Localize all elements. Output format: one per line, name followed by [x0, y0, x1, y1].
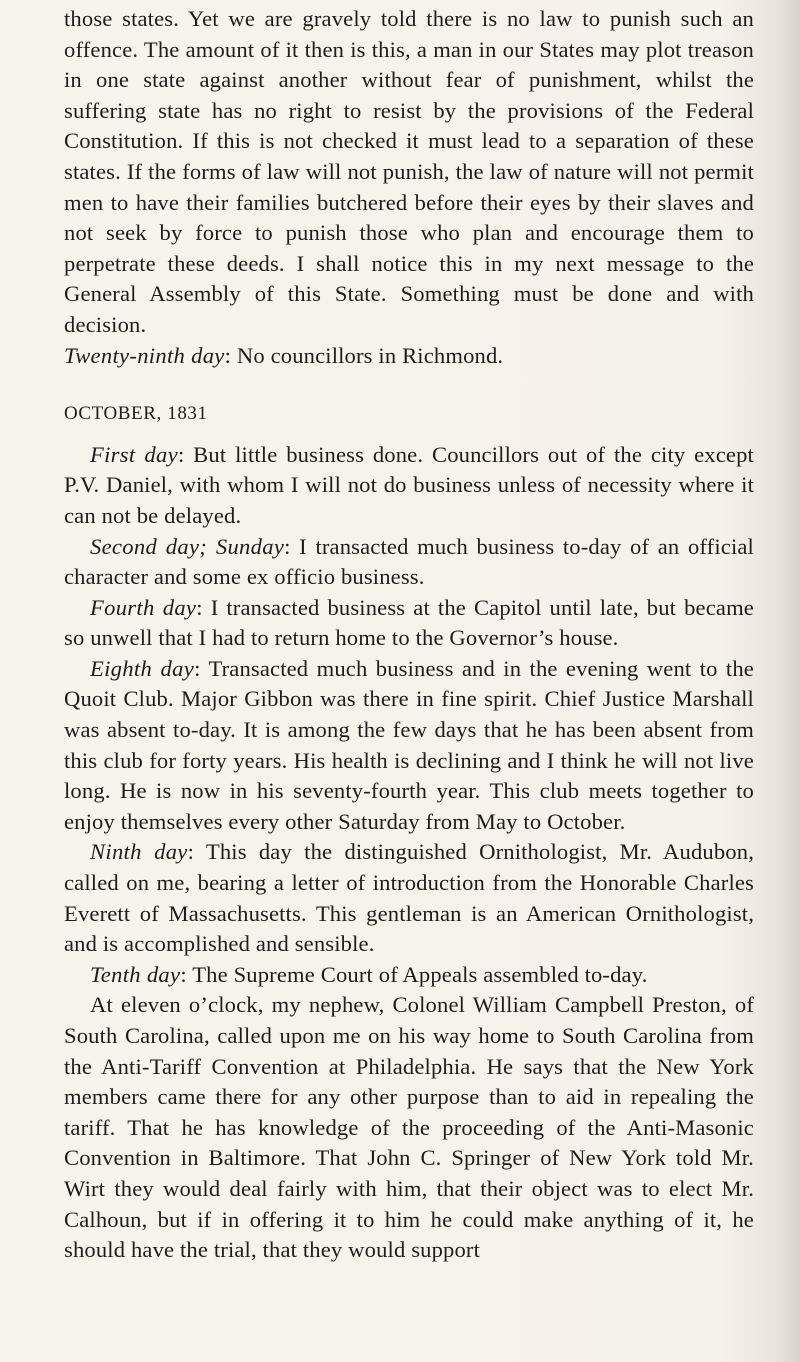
entry-text: : I transacted much business to-day of an official character and some ex officio business. [64, 533, 754, 590]
entry-date-label: Fourth day [90, 594, 197, 620]
opening-paragraph: those states. Yet we are gravely told there is no law to punish such an offence. The amount of it then is this, a man in our States may plot treason in one state against another without fear of punishment, whilst the suffering state has no right to resist by the provisions of the Federal Constitution. If this is not checked it must lead to a separation of these states. If the forms of law will not punish, the law of nature will not permit men to have their families butchered before their eyes by their slaves and not seek by force to punish those who plan and encourage them to perpetrate these deeds. I shall notice this in my next message to the General Assembly of this State. Something must be done and with decision. [64, 6, 754, 337]
entry-text: : The Supreme Court of Appeals assembled to-day. [180, 961, 648, 987]
entry-text: : No councillors in Richmond. [224, 342, 504, 368]
diary-entry-eighth-day [64, 654, 754, 838]
entry-text: : This day the distinguished Ornithologist, Mr. Audubon, called on me, bearing a letter of introduction from the Honorable Charles Everett of Massachusetts. This gentleman is an American Ornithologist, and is accomplished and sensible. [64, 839, 754, 957]
entry-date-label: Second day; Sunday [90, 533, 285, 559]
entry-text: : I transacted business at the Capitol until late, but became so unwell that I had to return home to the Governor’s house. [64, 594, 754, 651]
diary-entry-ninth-day [64, 837, 754, 959]
diary-entry-twenty-ninth-day [64, 341, 754, 372]
entry-text: : But little business done. Councillors out of the city except P.V. Daniel, with whom I will not do business unless of necessity where it can not be delayed. [64, 441, 754, 528]
entry-date-label: Tenth day [90, 961, 181, 987]
diary-entry-tenth-day [64, 960, 754, 991]
closing-paragraph: At eleven o’clock, my nephew, Colonel William Campbell Preston, of South Carolina, called upon me on his way home to South Carolina from the Anti-Tariff Convention at Philadelphia. He says that the New York members came there for any other purpose than to aid in repealing the tariff. That he has knowledge of the proceeding of the Anti-Masonic Convention in Baltimore. That John C. Springer of New York told Mr. Wirt they would deal fairly with him, that their object was to elect Mr. Calhoun, but if in offering it to him he could make anything of it, he should have the trial, that they would support [64, 992, 754, 1263]
diary-entry-second-day [64, 532, 754, 593]
section-heading: OCTOBER, 1831 [64, 403, 208, 425]
page-text [64, 4, 754, 1266]
diary-entry-first-day [64, 440, 754, 532]
entry-date-label: Ninth day [90, 839, 188, 865]
entry-date-label: Eighth day [90, 655, 195, 681]
diary-entry-fourth-day [64, 593, 754, 654]
entry-date-label: First day [90, 441, 178, 467]
entry-text: : Transacted much business and in the evening went to the Quoit Club. Major Gibbon was there in fine spirit. Chief Justice Marshall was absent to-day. It is among the few days that he has been absent from this club for forty years. His health is declining and I think he will not live long. He is now in his seventy-fourth year. This club meets together to enjoy themselves every other Saturday from May to October. [64, 655, 754, 834]
entry-date-label: Twenty-ninth day [64, 342, 225, 368]
